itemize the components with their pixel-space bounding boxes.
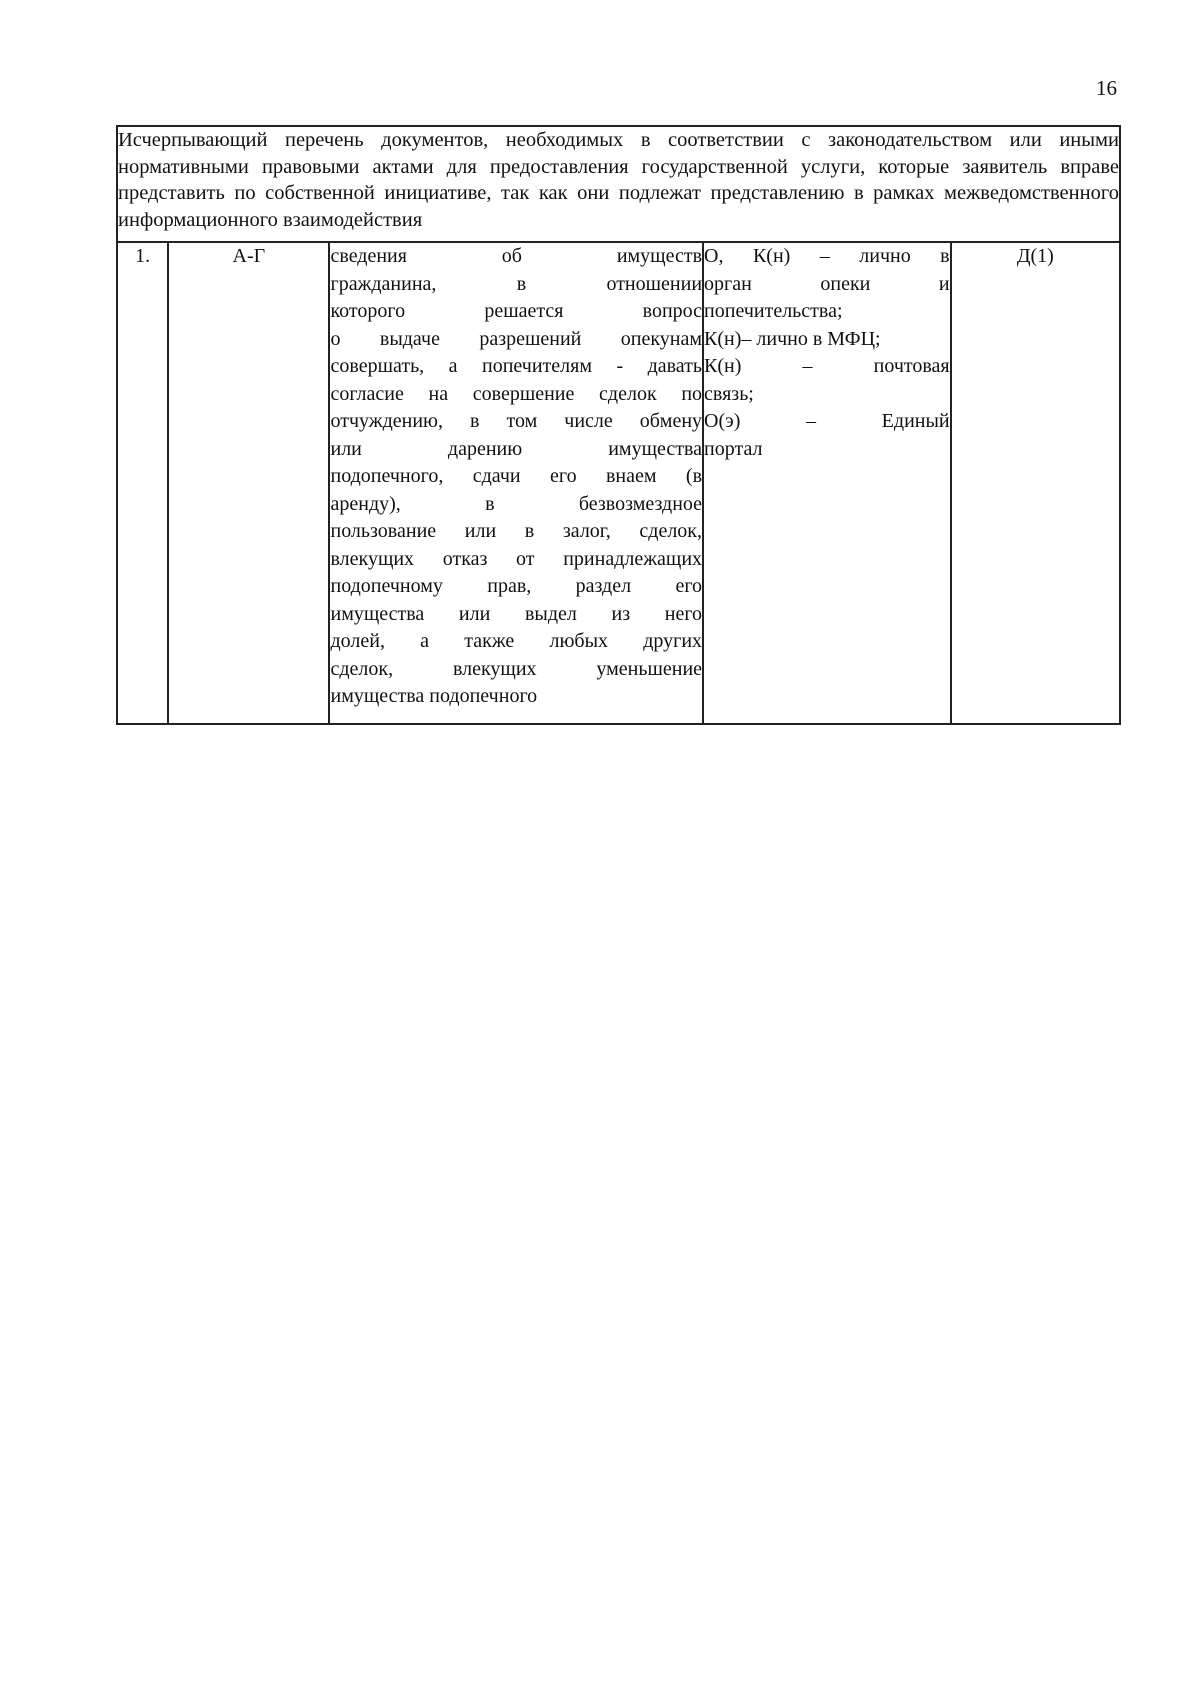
description-line: аренду), в безвозмездное (330, 492, 703, 515)
description-line: гражданина, в отношении (330, 272, 703, 295)
row-document-description (329, 242, 703, 724)
method-line: связь; (704, 382, 754, 405)
description-line: долей, а также любых других (330, 630, 703, 652)
description-line: которого решается вопрос (330, 300, 703, 322)
method-line: К(н)– лично в МФЦ; (704, 327, 881, 350)
method-line: О(э) – Единый (704, 410, 950, 432)
description-line: совершать, а попечителям - давать (330, 355, 703, 377)
row-number: 1. (117, 242, 168, 724)
description-line: или дарению имущества (330, 437, 703, 460)
page-number: 16 (1096, 76, 1117, 100)
row-result-code: Д(1) (951, 242, 1120, 724)
method-line: О, К(н) – лично в (704, 245, 950, 267)
description-line: подопечного, сдачи его внаем (в (330, 465, 703, 487)
description-line: сведения об имуществ (330, 245, 703, 267)
row-submission-method (703, 242, 951, 724)
description-line: влекущих отказ от принадлежащих (330, 547, 703, 570)
documents-table (116, 125, 1121, 725)
table-heading: Исчерпывающий перечень документов, необходимых в соответствии с законодательством или иными нормативными правовыми актами для предоставления государственной услуги, которые заявитель вправе представить по собственной инициативе, так как они подлежат представлению в рамках межведомственного информационного взаимодействия (117, 126, 1120, 242)
row-applicant-code: А-Г (168, 242, 329, 724)
description-line: о выдаче разрешений опекунам (330, 327, 703, 350)
description-line: сделок, влекущих уменьшение (330, 657, 703, 680)
method-line: попечительства; (704, 300, 843, 322)
description-line: пользование или в залог, сделок, (330, 520, 703, 542)
description-line: имущества подопечного (330, 685, 538, 707)
description-line: согласие на совершение сделок по (330, 382, 703, 405)
method-line: орган опеки и (704, 272, 950, 295)
table-row (117, 242, 1120, 724)
description-line: имущества или выдел из него (330, 602, 703, 625)
table-heading-row (117, 126, 1120, 242)
method-line: портал (704, 437, 763, 460)
method-line: К(н) – почтовая (704, 355, 950, 377)
description-line: отчуждению, в том числе обмену (330, 410, 703, 432)
description-line: подопечному прав, раздел его (330, 575, 703, 597)
